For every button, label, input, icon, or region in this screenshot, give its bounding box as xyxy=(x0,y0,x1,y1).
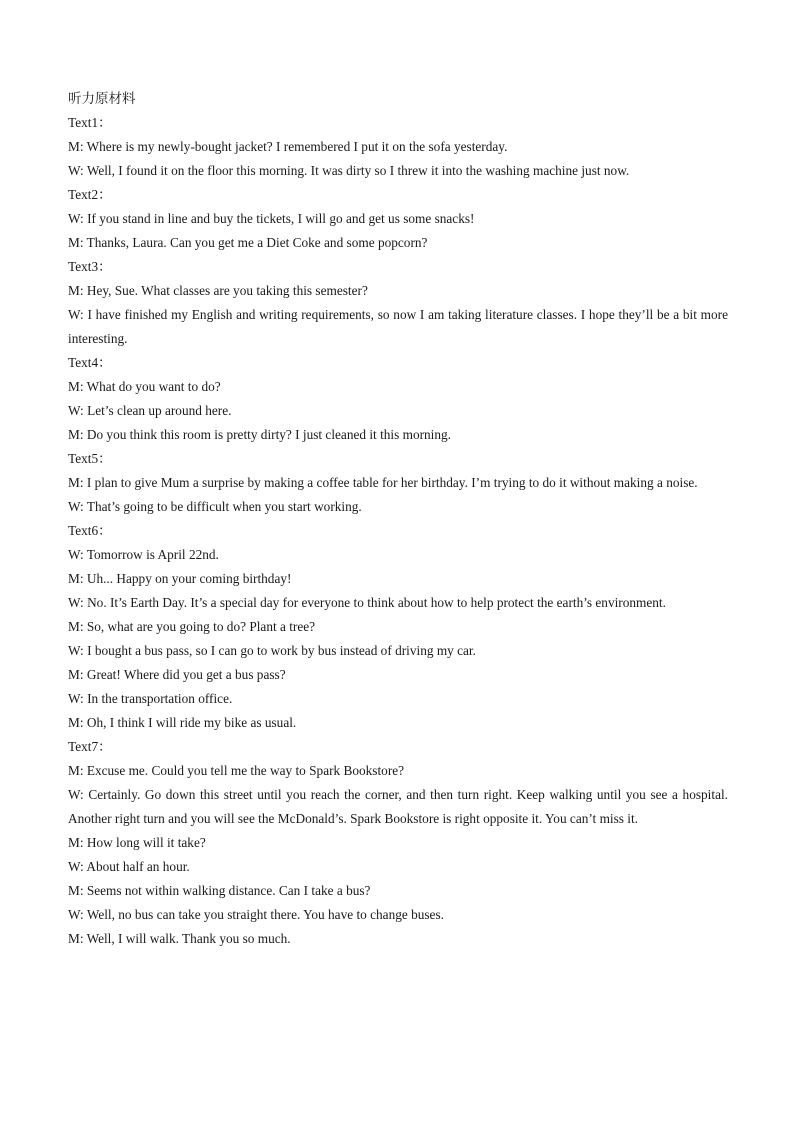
section-label-text3: Text3： xyxy=(68,259,112,274)
dialogue-line: W: Well, I found it on the floor this morning. It was dirty so I threw it into the washing machine just now. xyxy=(68,163,630,178)
transcript-body xyxy=(68,87,728,951)
dialogue-line: M: So, what are you going to do? Plant a tree? xyxy=(68,619,316,634)
dialogue-line: M: Uh... Happy on your coming birthday! xyxy=(68,571,292,586)
dialogue-line: M: Do you think this room is pretty dirty? I just cleaned it this morning. xyxy=(68,427,451,442)
dialogue-line: M: Great! Where did you get a bus pass? xyxy=(68,667,286,682)
dialogue-line: M: Well, I will walk. Thank you so much. xyxy=(68,931,291,946)
section-label-text1: Text1： xyxy=(68,115,112,130)
dialogue-line: W: About half an hour. xyxy=(68,859,190,874)
dialogue-line: W: Let’s clean up around here. xyxy=(68,403,232,418)
dialogue-line: W: In the transportation office. xyxy=(68,691,233,706)
dialogue-line: M: Where is my newly-bought jacket? I remembered I put it on the sofa yesterday. xyxy=(68,139,508,154)
dialogue-line: M: Oh, I think I will ride my bike as usual. xyxy=(68,715,297,730)
dialogue-line: M: How long will it take? xyxy=(68,835,206,850)
section-label-text5: Text5： xyxy=(68,451,112,466)
dialogue-line: W: Well, no bus can take you straight there. You have to change buses. xyxy=(68,907,444,922)
dialogue-line: W: If you stand in line and buy the tickets, I will go and get us some snacks! xyxy=(68,211,475,226)
dialogue-line: W: I have finished my English and writing requirements, so now I am taking literature classes. I hope they’ll be a bit more interesting. xyxy=(68,307,728,346)
dialogue-line: M: Excuse me. Could you tell me the way to Spark Bookstore? xyxy=(68,763,405,778)
dialogue-line: W: That’s going to be difficult when you start working. xyxy=(68,499,362,514)
dialogue-line: W: I bought a bus pass, so I can go to work by bus instead of driving my car. xyxy=(68,643,476,658)
section-label-text7: Text7： xyxy=(68,739,112,754)
dialogue-line: M: What do you want to do? xyxy=(68,379,221,394)
document-title: 听力原材料 xyxy=(68,91,136,107)
dialogue-line: W: Certainly. Go down this street until you reach the corner, and then turn right. Keep walking until you see a hospital. Another right turn and you will see the McDonald’s. Spark Bookstore is right opposite it. You can’t miss it. xyxy=(68,787,728,826)
dialogue-line: M: I plan to give Mum a surprise by making a coffee table for her birthday. I’m trying to do it without making a noise. xyxy=(68,475,698,490)
dialogue-line: M: Hey, Sue. What classes are you taking this semester? xyxy=(68,283,368,298)
section-label-text6: Text6： xyxy=(68,523,112,538)
section-label-text4: Text4： xyxy=(68,355,112,370)
dialogue-line: W: Tomorrow is April 22nd. xyxy=(68,547,219,562)
dialogue-line: M: Thanks, Laura. Can you get me a Diet Coke and some popcorn? xyxy=(68,235,428,250)
dialogue-line: M: Seems not within walking distance. Can I take a bus? xyxy=(68,883,371,898)
section-label-text2: Text2： xyxy=(68,187,112,202)
dialogue-line: W: No. It’s Earth Day. It’s a special day for everyone to think about how to help protect the earth’s environment. xyxy=(68,595,666,610)
